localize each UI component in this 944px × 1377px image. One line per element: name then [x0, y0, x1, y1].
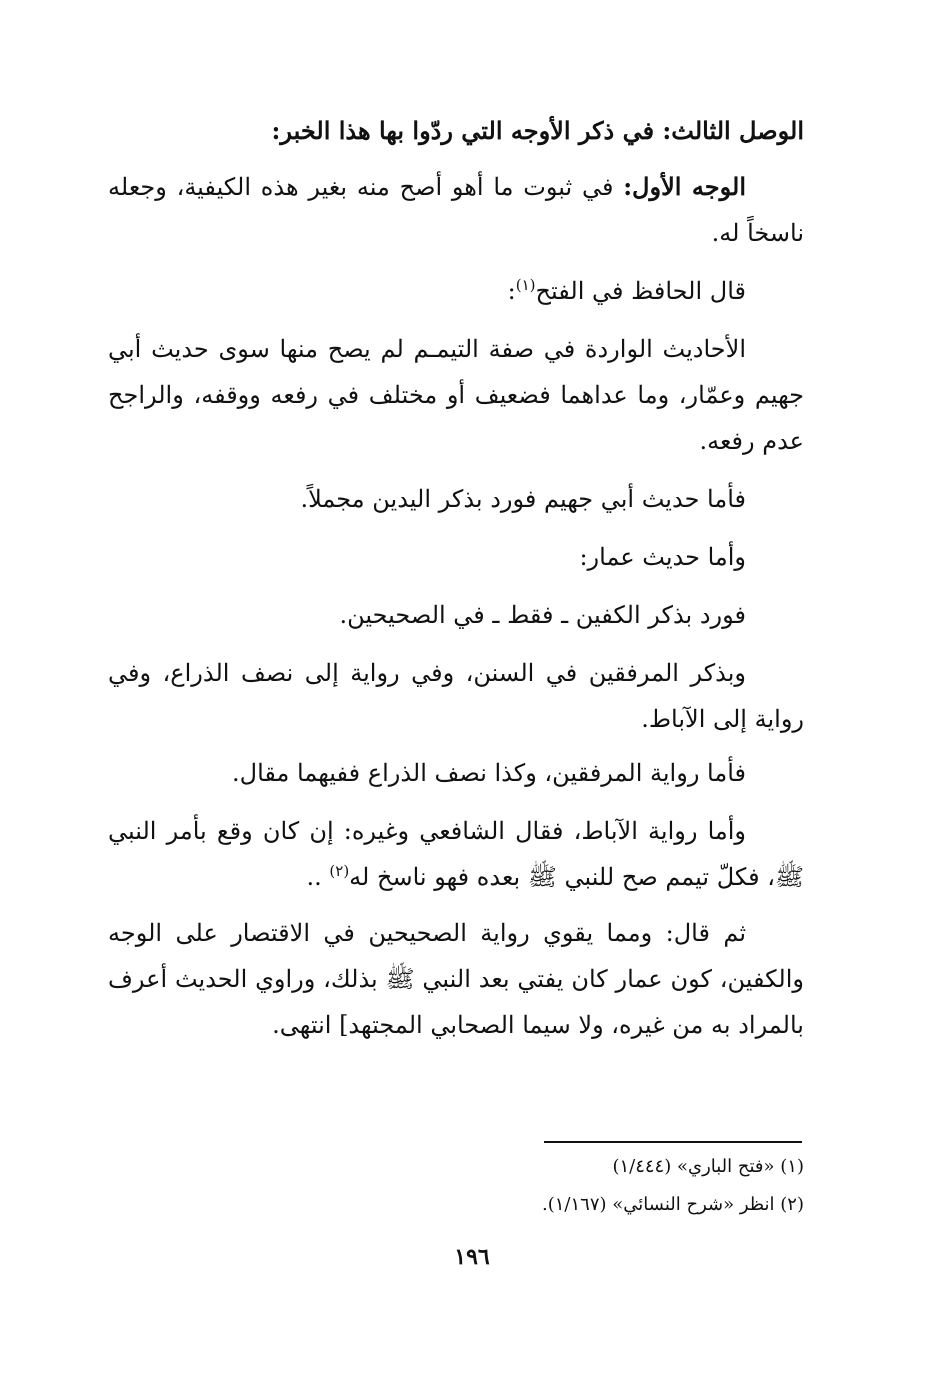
page-number: ١٩٦ [454, 1244, 490, 1270]
thumma-paragraph: ثم قال: ومما يقوي رواية الصحيحين في الاقتصار على الوجه والكفين، كون عمار كان يفتي بعد النبي ﷺ بذلك، وراوي الحديث أعرف بالمراد به من غيره، ولا سيما الصحابي المجتهد] انتهى. [108, 919, 804, 1039]
face-one-lead: الوجه الأول: [623, 172, 746, 201]
footnote-ref-1: (١) [515, 276, 536, 294]
face-one-paragraph [108, 164, 804, 256]
abat-text: وأما رواية الآباط، فقال الشافعي وغيره: إن كان وقع بأمر النبي ﷺ، فكلّ تيمم صح للنبي ﷺ بعده فهو ناسخ له [108, 817, 804, 891]
footnote-2: (٢) انظر «شرح النسائي» (١/١٦٧). [542, 1194, 804, 1215]
quote-intro-end: : [507, 277, 516, 305]
abat-end: .. [306, 863, 322, 891]
face-one-text: في ثبوت ما أهو أصح منه بغير هذه الكيفية، وجعله ناسخاً له. [108, 173, 804, 247]
footnote-separator [544, 1141, 802, 1143]
riwaya-mirfaqayn-paragraph: فأما رواية المرفقين، وكذا نصف الذراع ففيهما مقال. [232, 759, 746, 787]
ammar-intro-paragraph: وأما حديث عمار: [579, 543, 746, 571]
abu-juhaym-paragraph: فأما حديث أبي جهيم فورد بذكر اليدين مجملاً. [300, 485, 746, 513]
quote-intro-text: قال الحافظ في الفتح [535, 277, 746, 305]
ahadith-paragraph: الأحاديث الواردة في صفة التيمـم لم يصح منها سوى حديث أبي جهيم وعمّار، وما عداهما فضعيف أو مختلف في رفعه ووقفه، والراجح عدم رفعه. [108, 335, 804, 455]
section-heading: الوصل الثالث: في ذكر الأوجه التي ردّوا بها هذا الخبر: [271, 116, 804, 145]
kaffayn-paragraph: فورد بذكر الكفين ـ فقط ـ في الصحيحين. [339, 601, 746, 629]
mirfaqayn-paragraph: وبذكر المرفقين في السنن، وفي رواية إلى نصف الذراع، وفي رواية إلى الآباط. [108, 659, 804, 733]
abat-paragraph [108, 808, 804, 900]
quote-intro-paragraph [108, 268, 804, 314]
footnote-ref-2: (٢) [329, 862, 350, 880]
footnote-1: (١) «فتح الباري» (١/٤٤٤) [612, 1156, 804, 1177]
